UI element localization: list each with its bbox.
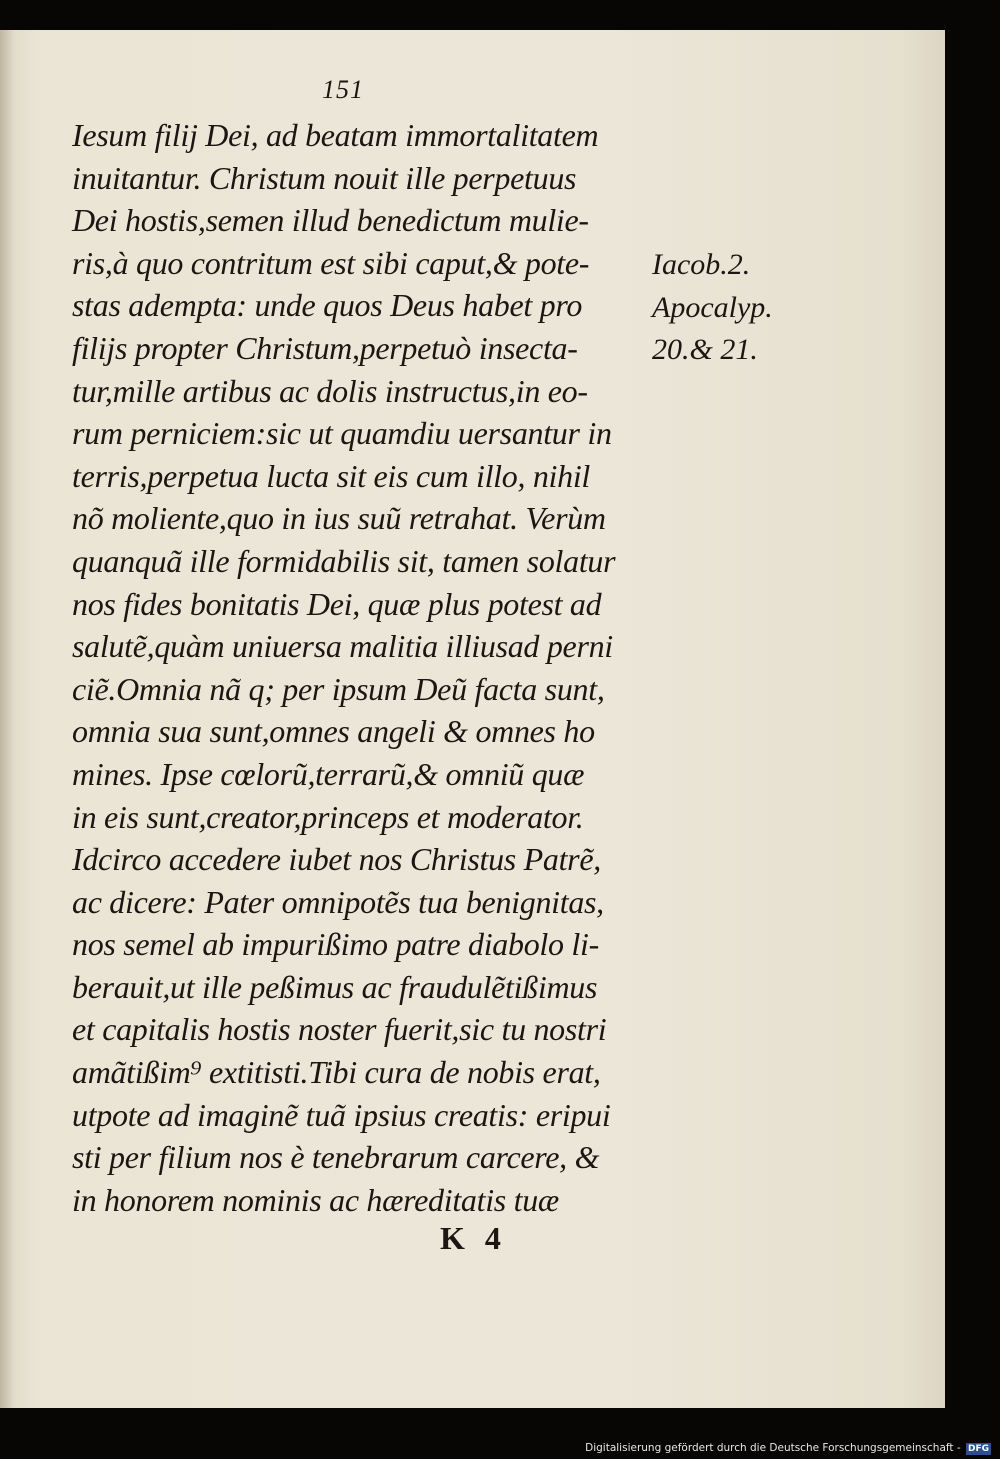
text-line: ac dicere: Pater omnipotẽs tua benignitas,	[72, 883, 604, 920]
text-line: filijs propter Christum,perpetuò insecta-	[72, 329, 578, 366]
text-line: Idcirco accedere iubet nos Christus Patrẽ,	[72, 841, 601, 878]
margin-note-line: Apocalyp.	[652, 290, 773, 324]
text-line: utpote ad imaginẽ tuã ipsius creatis: eripui	[72, 1096, 611, 1133]
text-line: sti per filium nos è tenebrarum carcere, &	[72, 1139, 600, 1176]
text-line: in eis sunt,creator,princeps et moderator.	[72, 798, 584, 835]
text-line: amãtißim⁹ extitisti.Tibi cura de nobis erat,	[72, 1054, 601, 1091]
page-number: 151	[322, 75, 364, 104]
margin-note-line: Iacob.2.	[652, 248, 751, 281]
text-line: nõ moliente,quo in ius suũ retrahat. Verùm	[72, 500, 606, 537]
text-line: et capitalis hostis noster fuerit,sic tu nostri	[72, 1011, 607, 1048]
text-line: ciẽ.Omnia nã q; per ipsum Deũ facta sunt,	[72, 670, 605, 707]
text-line: ris,à quo contritum est sibi caput,& pote-	[72, 244, 590, 281]
text-line: rum perniciem:sic ut quamdiu uersantur in	[72, 415, 612, 452]
text-line: stas adempta: unde quos Deus habet pro	[72, 287, 583, 324]
text-line: mines. Ipse cœlorũ,terrarũ,& omniũ quæ	[72, 755, 585, 792]
text-line: terris,perpetua lucta sit eis cum illo, nihil	[72, 457, 591, 494]
text-line: in honorem nominis ac hæreditatis tuæ	[72, 1181, 559, 1218]
text-line: omnia sua sunt,omnes angeli & omnes ho	[72, 713, 595, 750]
signature-mark: K 4	[440, 1220, 507, 1256]
text-line: quanquã ille formidabilis sit, tamen solatur	[72, 542, 616, 579]
text-line: Iesum filij Dei, ad beatam immortalitatem	[72, 117, 599, 153]
text-line: nos semel ab impurißimo patre diabolo li-	[72, 926, 599, 963]
dfg-logo: DFG	[967, 1444, 989, 1454]
margin-note-line: 20.& 21.	[652, 333, 758, 367]
body-text	[72, 114, 637, 1221]
text-line: berauit,ut ille peßimus ac fraudulẽtißimus	[72, 968, 598, 1005]
footer-text: Digitalisierung gefördert durch die Deutsche Forschungsgemeinschaft -	[585, 1442, 961, 1454]
book-page	[0, 30, 945, 1408]
text-line: salutẽ,quàm uniuersa malitia illiusad perni	[72, 628, 613, 665]
text-line: nos fides bonitatis Dei, quæ plus potest ad	[72, 585, 602, 622]
text-line: inuitantur. Christum nouit ille perpetuus	[72, 159, 577, 196]
text-line: tur,mille artibus ac dolis instructus,in eo-	[72, 372, 588, 409]
footer-credit	[0, 1441, 991, 1455]
margin-note	[652, 244, 812, 372]
text-line: Dei hostis,semen illud benedictum mulie-	[72, 202, 589, 239]
